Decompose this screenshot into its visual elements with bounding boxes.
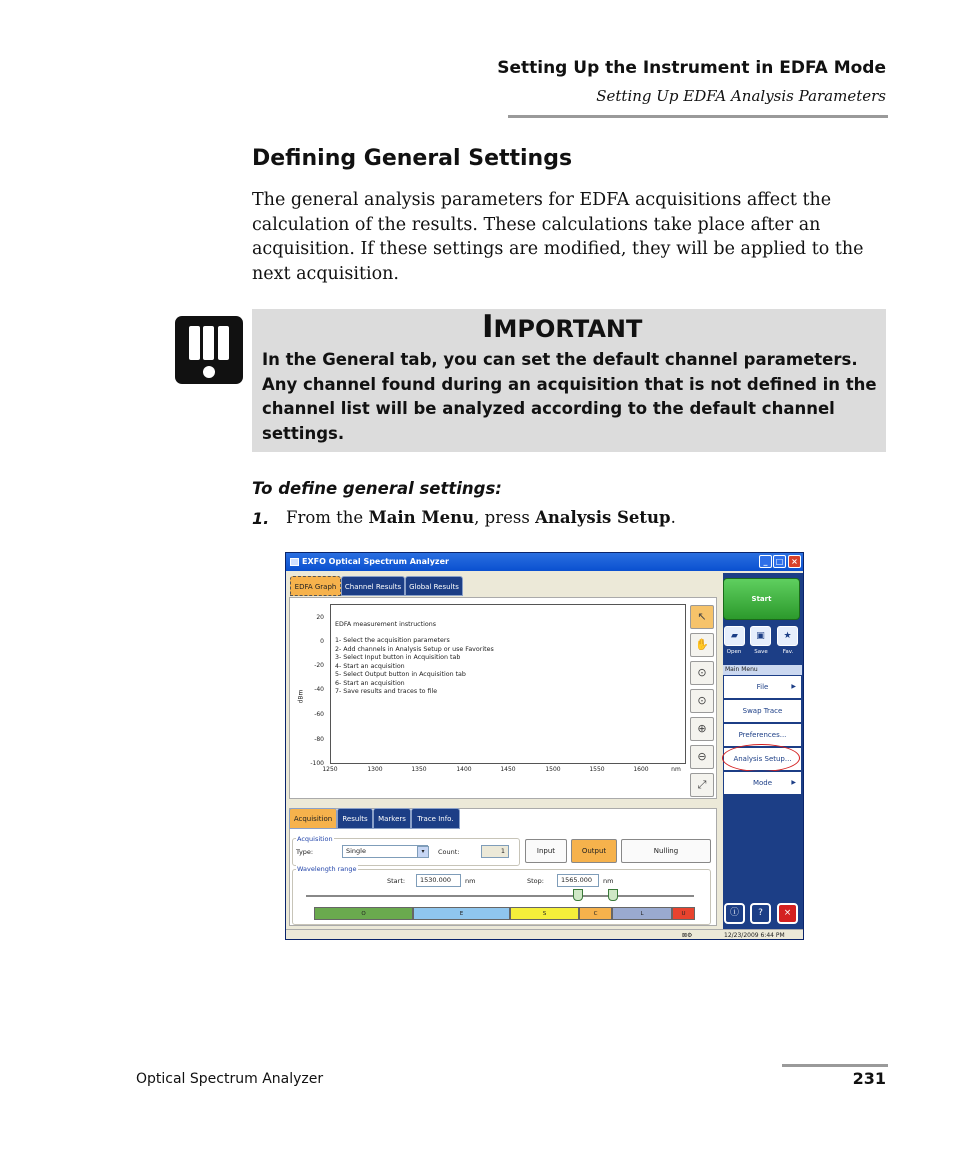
save-label: Save (754, 649, 768, 655)
minimize-icon[interactable]: _ (759, 555, 772, 568)
range-slider-track[interactable] (306, 895, 694, 897)
start-unit: nm (465, 877, 476, 885)
instruction-title: EDFA measurement instructions (335, 621, 436, 628)
band-label: S (542, 911, 547, 917)
y-tick: 0 (320, 638, 324, 645)
count-label: Count: (438, 848, 460, 856)
main-menu-header: Main Menu (723, 665, 802, 675)
band-label: O (361, 911, 366, 917)
important-title (482, 309, 642, 345)
running-header-subtitle: Setting Up EDFA Analysis Parameters (596, 87, 886, 105)
exit-icon[interactable]: × (777, 903, 798, 924)
save-icon[interactable]: ▣ (750, 626, 771, 646)
status-bar (286, 929, 803, 940)
band-label: C (593, 911, 598, 917)
header-rule (508, 115, 888, 118)
zoom-in-icon[interactable]: ⊕ (690, 717, 714, 741)
instruction-line: 7- Save results and traces to file (335, 688, 438, 695)
status-icons: ⊠⚙ (682, 932, 693, 939)
menu-item-analysis-setup[interactable]: Analysis Setup... (723, 747, 802, 771)
app-screenshot (285, 552, 804, 940)
status-datetime: 12/23/2009 6:44 PM (724, 932, 785, 939)
x-tick: 1450 (500, 766, 516, 773)
tab-channel-results[interactable]: Channel Results (341, 576, 405, 596)
tab-markers[interactable]: Markers (373, 808, 411, 829)
exclamation-icon (175, 316, 243, 384)
x-tick: 1500 (545, 766, 561, 773)
tab-global-results[interactable]: Global Results (405, 576, 463, 596)
highlight-circle (722, 744, 800, 772)
step-number: 1. (252, 509, 270, 528)
x-tick: 1250 (322, 766, 338, 773)
arrow-right-icon: ▶ (791, 683, 796, 690)
step-mid: , press (474, 508, 536, 527)
menu-item-swap-trace[interactable]: Swap Trace (723, 699, 802, 723)
zoom-area-icon[interactable]: ⊙ (690, 661, 714, 685)
start-label: Start: (387, 877, 406, 885)
band-label: U (681, 911, 686, 917)
stop-field[interactable]: 1565.000 (557, 874, 599, 887)
step-main-menu: Main Menu (368, 508, 475, 527)
plot-area (330, 604, 686, 764)
footer-title: Optical Spectrum Analyzer (136, 1071, 324, 1087)
band-u (672, 907, 695, 920)
acquisition-group-label: Acquisition (297, 835, 333, 843)
full-scale-icon[interactable]: ⤢ (690, 773, 714, 797)
favorites-label: Fav. (782, 649, 794, 655)
band-s (510, 907, 579, 920)
band-e (413, 907, 510, 920)
window-title: EXFO Optical Spectrum Analyzer (302, 557, 449, 566)
instruction-line: 5- Select Output button in Acquisition tab (335, 671, 466, 678)
type-label: Type: (296, 848, 314, 856)
nulling-button[interactable]: Nulling (621, 839, 711, 863)
important-title-rest: MPORTANT (493, 315, 643, 343)
band-c (579, 907, 612, 920)
chevron-down-icon[interactable]: ▾ (417, 846, 429, 858)
step-suffix: . (670, 508, 676, 527)
section-heading: Defining General Settings (252, 146, 573, 171)
instruction-line: 6- Start an acquisition (335, 679, 405, 687)
pointer-icon[interactable]: ↖ (690, 605, 714, 629)
y-tick: -100 (310, 760, 324, 767)
page-number: 231 (852, 1069, 886, 1088)
instruction-line: 2- Add channels in Analysis Setup or use Favorites (335, 645, 494, 653)
procedure-heading: To define general settings: (252, 479, 502, 498)
x-unit: nm (671, 766, 681, 773)
important-title-initial: I (482, 309, 494, 345)
y-tick: 20 (316, 614, 324, 621)
instruction-line: 3- Select Input button in Acquisition tab (335, 654, 461, 661)
maximize-icon[interactable]: □ (773, 555, 786, 568)
band-l (612, 907, 672, 920)
hand-icon[interactable]: ✋ (690, 633, 714, 657)
tab-edfa-graph[interactable]: EDFA Graph (290, 576, 341, 596)
stop-unit: nm (603, 877, 614, 885)
info-icon[interactable]: ⓘ (724, 903, 745, 924)
band-o (314, 907, 413, 920)
band-label: L (640, 911, 644, 917)
window-titlebar (286, 553, 803, 571)
section-paragraph: The general analysis parameters for EDFA acquisitions affect the calculation of the results. These calculations take place after an acquisition. If these settings are modified, they will be applied to the next acquisition. (252, 190, 864, 284)
zoom-out-icon[interactable]: ⊖ (690, 745, 714, 769)
slider-stop-handle[interactable] (608, 889, 618, 901)
open-icon[interactable]: ▰ (724, 626, 745, 646)
type-select[interactable] (342, 845, 428, 858)
important-text: In the General tab, you can set the default channel parameters. Any channel found during an acquisition that is not defined in the channel list will be analyzed according to the default channel settings. (262, 350, 877, 443)
type-value: Single (346, 847, 366, 855)
instruction-line: 1- Select the acquisition parameters (335, 637, 450, 644)
step-prefix: From the (286, 508, 369, 527)
wavelength-group-label: Wavelength range (297, 865, 357, 873)
y-tick: -60 (314, 711, 324, 718)
zoom-horizontal-icon[interactable]: ⊙ (690, 689, 714, 713)
step-text (286, 508, 676, 527)
x-tick: 1400 (456, 766, 472, 773)
menu-item-preferences[interactable]: Preferences... (723, 723, 802, 747)
slider-start-handle[interactable] (573, 889, 583, 901)
menu-item-label: File (756, 683, 769, 691)
step-analysis-setup: Analysis Setup (535, 508, 671, 527)
menu-item-mode[interactable] (723, 771, 802, 795)
arrow-right-icon: ▶ (791, 779, 796, 786)
output-button[interactable]: Output (571, 839, 617, 863)
x-tick: 1300 (367, 766, 383, 773)
y-axis-label: dBm (297, 689, 305, 704)
tab-acquisition[interactable]: Acquisition (289, 808, 337, 829)
x-tick: 1600 (633, 766, 649, 773)
x-tick: 1350 (411, 766, 427, 773)
input-button[interactable]: Input (525, 839, 567, 863)
app-icon (290, 558, 299, 566)
y-tick: -20 (314, 662, 324, 669)
x-tick: 1550 (589, 766, 605, 773)
close-icon[interactable]: × (788, 555, 801, 568)
menu-item-label: Mode (752, 779, 773, 787)
menu-item-file[interactable] (723, 675, 802, 699)
footer-rule (782, 1064, 888, 1067)
instruction-line: 4- Start an acquisition (335, 662, 405, 670)
favorites-icon[interactable]: ★ (777, 626, 798, 646)
start-field[interactable]: 1530.000 (416, 874, 461, 887)
graph-area (289, 597, 717, 799)
start-button[interactable]: Start (723, 578, 800, 620)
tab-results[interactable]: Results (337, 808, 373, 829)
open-label: Open (726, 649, 742, 655)
help-icon[interactable]: ? (750, 903, 771, 924)
running-header-title: Setting Up the Instrument in EDFA Mode (497, 58, 886, 78)
stop-label: Stop: (527, 877, 544, 885)
y-tick: -40 (314, 686, 324, 693)
tab-trace-info[interactable]: Trace Info. (411, 808, 460, 829)
y-tick: -80 (314, 736, 324, 743)
count-field[interactable]: 1 (481, 845, 509, 858)
band-label: E (459, 911, 464, 917)
